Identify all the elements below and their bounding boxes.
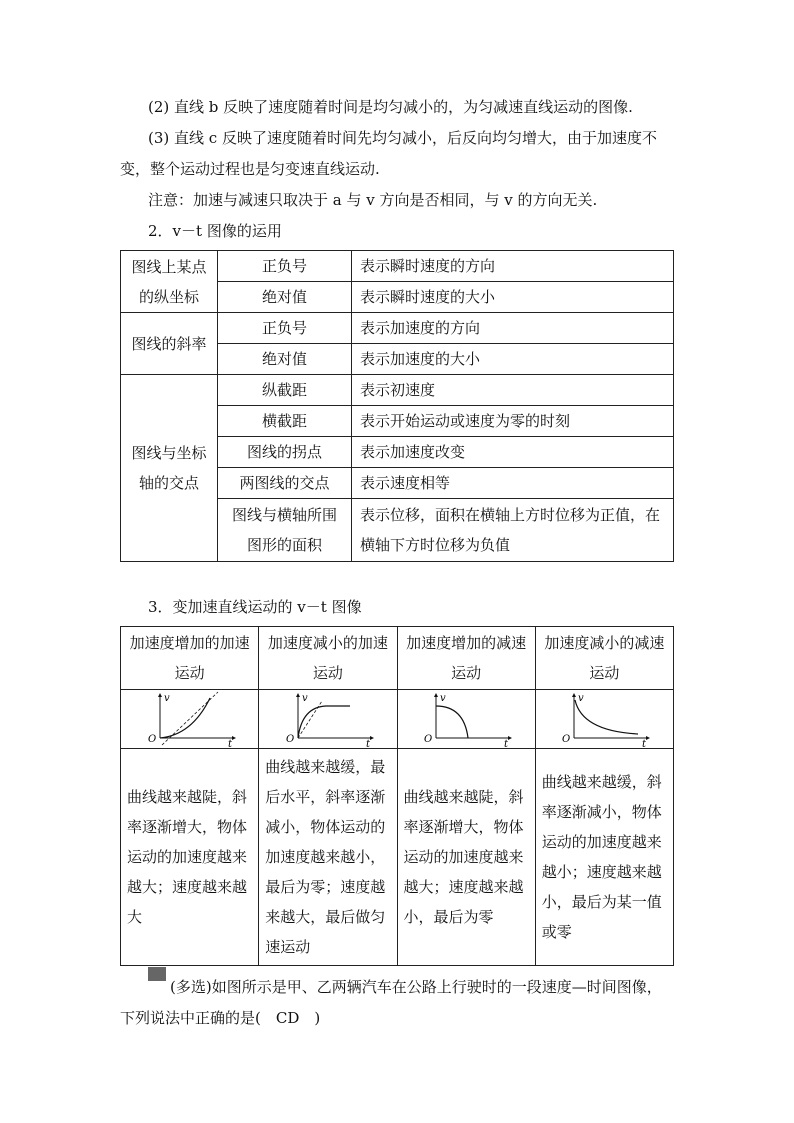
row-item: 两图线的交点 xyxy=(218,468,352,499)
vt-graph-increasing-decel xyxy=(416,691,516,747)
table-row xyxy=(121,375,674,406)
row-meaning: 表示速度相等 xyxy=(352,468,674,499)
v-axis-label: v xyxy=(440,693,446,704)
vt-graph-decreasing-accel xyxy=(278,691,378,747)
group-slope: 图线的斜率 xyxy=(121,313,218,375)
variable-acceleration-table xyxy=(120,626,674,966)
section3-heading: 3．变加速直线运动的 v－t 图像 xyxy=(148,598,362,616)
origin-label: O xyxy=(424,734,433,745)
origin-label: O xyxy=(285,734,295,745)
row-item: 绝对值 xyxy=(218,344,352,375)
vt-usage-table xyxy=(120,250,674,562)
column-header: 加速度减小的减速运动 xyxy=(535,627,673,690)
column-description: 曲线越来越陡，斜率逐渐增大，物体运动的加速度越来越大；速度越来越小，最后为零 xyxy=(397,749,535,966)
row-meaning: 表示加速度的大小 xyxy=(352,344,674,375)
row-meaning: 表示加速度改变 xyxy=(352,437,674,468)
row-item: 图线的拐点 xyxy=(218,437,352,468)
vt-graph-decreasing-decel xyxy=(554,691,654,747)
section2-heading: 2．v－t 图像的运用 xyxy=(148,222,282,240)
row-meaning: 表示开始运动或速度为零的时刻 xyxy=(352,406,674,437)
row-meaning: 表示加速度的方向 xyxy=(352,313,674,344)
origin-label: O xyxy=(147,734,156,745)
table-row xyxy=(121,251,674,282)
intro-note: 注意：加速与减速只取决于 a 与 v 方向是否相同，与 v 的方向无关. xyxy=(148,191,598,209)
table-row xyxy=(121,690,674,749)
row-item: 纵截距 xyxy=(218,375,352,406)
table-row xyxy=(121,627,674,690)
graph-cell xyxy=(535,690,673,749)
row-item: 正负号 xyxy=(218,313,352,344)
t-axis-label: t xyxy=(642,739,647,747)
group-intersection: 图线与坐标轴的交点 xyxy=(121,375,218,562)
row-item: 绝对值 xyxy=(218,282,352,313)
table-row xyxy=(121,749,674,966)
row-meaning: 表示位移，面积在横轴上方时位移为正值，在横轴下方时位移为负值 xyxy=(352,499,674,562)
row-item: 图线与横轴所围图形的面积 xyxy=(218,499,352,562)
example-text: (多选)如图所示是甲、乙两辆汽车在公路上行驶时的一段速度—时间图像，下列说法中正确的是( CD ) xyxy=(120,978,662,1027)
row-item: 横截距 xyxy=(218,406,352,437)
row-meaning: 表示瞬时速度的大小 xyxy=(352,282,674,313)
row-item: 正负号 xyxy=(218,251,352,282)
origin-label: O xyxy=(562,734,571,745)
v-axis-label: v xyxy=(163,693,170,704)
example-question xyxy=(120,967,676,1034)
column-description: 曲线越来越缓，最后水平，斜率逐渐减小，物体运动的加速度越来越小，最后为零；速度越来越大，最后做匀速运动 xyxy=(259,749,397,966)
column-description: 曲线越来越缓，斜率逐渐减小，物体运动的加速度越来越小；速度越来越小，最后为某一值或零 xyxy=(535,749,673,966)
vt-graph-increasing-accel xyxy=(140,691,240,747)
column-header: 加速度增加的加速运动 xyxy=(121,627,259,690)
v-axis-label: v xyxy=(301,693,308,704)
t-axis-label: t xyxy=(504,739,509,747)
intro-line-b: (2) 直线 b 反映了速度随着时间是均匀减小的，为匀减速直线运动的图像. xyxy=(148,98,633,116)
column-header: 加速度减小的加速运动 xyxy=(259,627,397,690)
group-ordinate: 图线上某点的纵坐标 xyxy=(121,251,218,313)
column-header: 加速度增加的减速运动 xyxy=(397,627,535,690)
graph-cell xyxy=(259,690,397,749)
table-row xyxy=(121,313,674,344)
column-description: 曲线越来越陡，斜率逐渐增大，物体运动的加速度越来越大；速度越来越大 xyxy=(121,749,259,966)
intro-line-c: (3) 直线 c 反映了速度随着时间先均匀减小，后反向均匀增大，由于加速度不变，整个运动过程也是匀变速直线运动. xyxy=(120,129,657,178)
example-badge: 例3 xyxy=(148,967,166,981)
row-meaning: 表示初速度 xyxy=(352,375,674,406)
t-axis-label: t xyxy=(227,739,232,747)
row-meaning: 表示瞬时速度的方向 xyxy=(352,251,674,282)
t-axis-label: t xyxy=(365,739,370,747)
graph-cell xyxy=(397,690,535,749)
v-axis-label: v xyxy=(578,693,585,704)
graph-cell xyxy=(121,690,259,749)
